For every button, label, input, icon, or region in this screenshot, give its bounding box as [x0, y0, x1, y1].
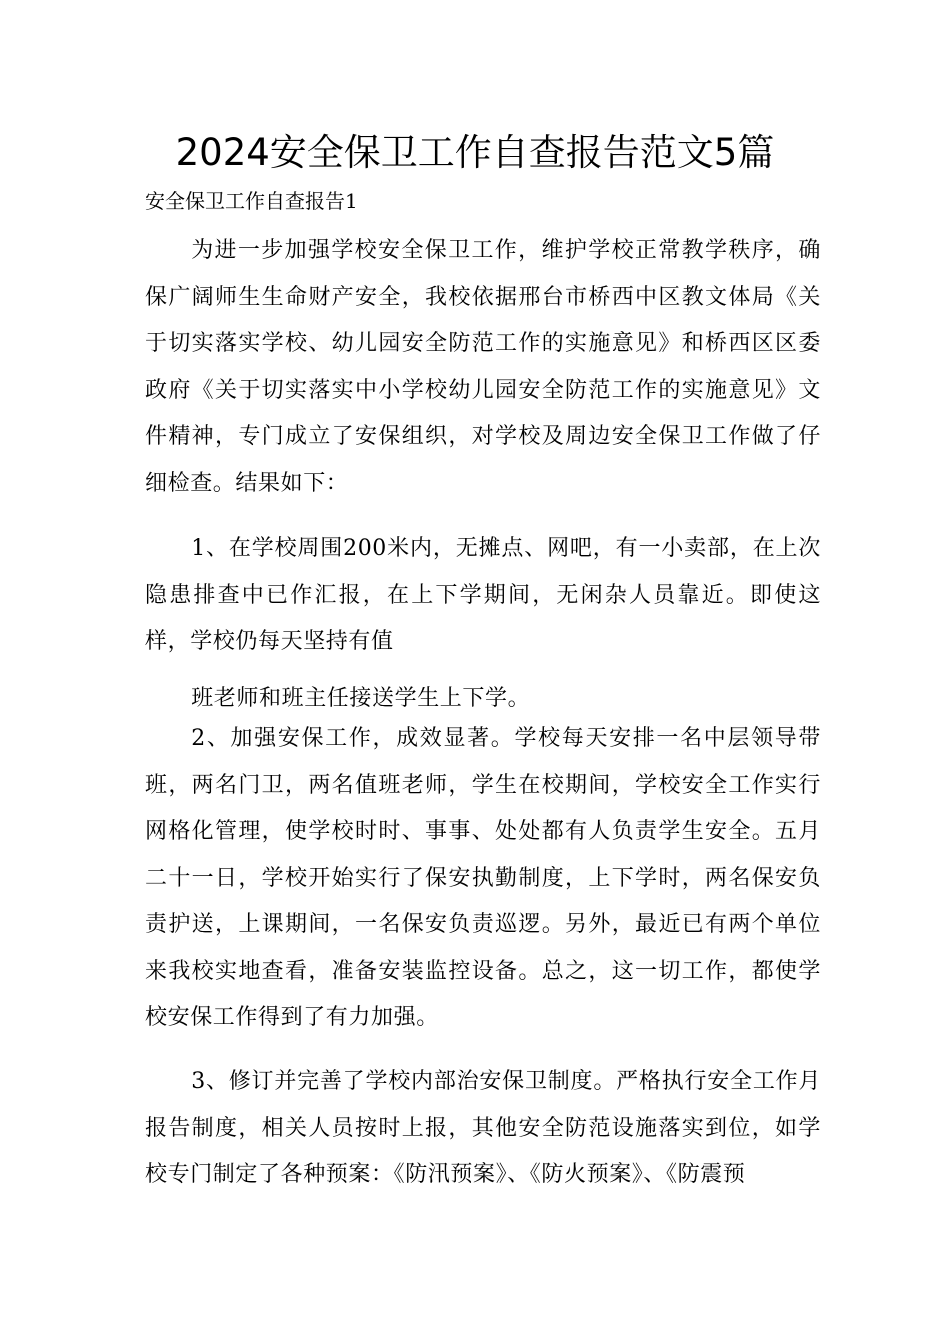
- document-title: 2024安全保卫工作自查报告范文5篇: [175, 131, 775, 174]
- paragraph-item-2: 2、加强安保工作，成效显著。学校每天安排一名中层领导带班，两名门卫，两名值班老师，学生在校期间，学校安全工作实行网格化管理，使学校时时、事事、处处都有人负责学生安全。五月二十一日，学校开始实行了保安执勤制度，上下学时，两名保安负责护送，上课期间，一名保安负责巡逻。另外，最近已有两个单位来我校实地查看，准备安装监控设备。总之，这一切工作，都使学校安保工作得到了有力加强。: [145, 726, 821, 1030]
- paragraph-item-1: 1、在学校周围200米内，无摊点、网吧，有一小卖部，在上次隐患排查中已作汇报，在上下学期间，无闲杂人员靠近。即使这样，学校仍每天坚持有值: [145, 536, 821, 654]
- paragraph-intro: 为进一步加强学校安全保卫工作，维护学校正常教学秩序，确保广阔师生生命财产安全，我校依据邢台市桥西中区教文体局《关于切实落实学校、幼儿园安全防范工作的实施意见》和桥西区区委政府《关于切实落实中小学校幼儿园安全防范工作的实施意见》文件精神，专门成立了安保组织，对学校及周边安全保卫工作做了仔细检查。结果如下：: [145, 238, 821, 496]
- section-heading: 安全保卫工作自查报告1: [145, 189, 358, 213]
- paragraph-item-1-continued: 班老师和班主任接送学生上下学。: [191, 686, 531, 711]
- paragraph-item-3: 3、修订并完善了学校内部治安保卫制度。严格执行安全工作月报告制度，相关人员按时上报，其他安全防范设施落实到位，如学校专门制定了各种预案：《防汛预案》、《防火预案》、《防震预: [145, 1069, 821, 1187]
